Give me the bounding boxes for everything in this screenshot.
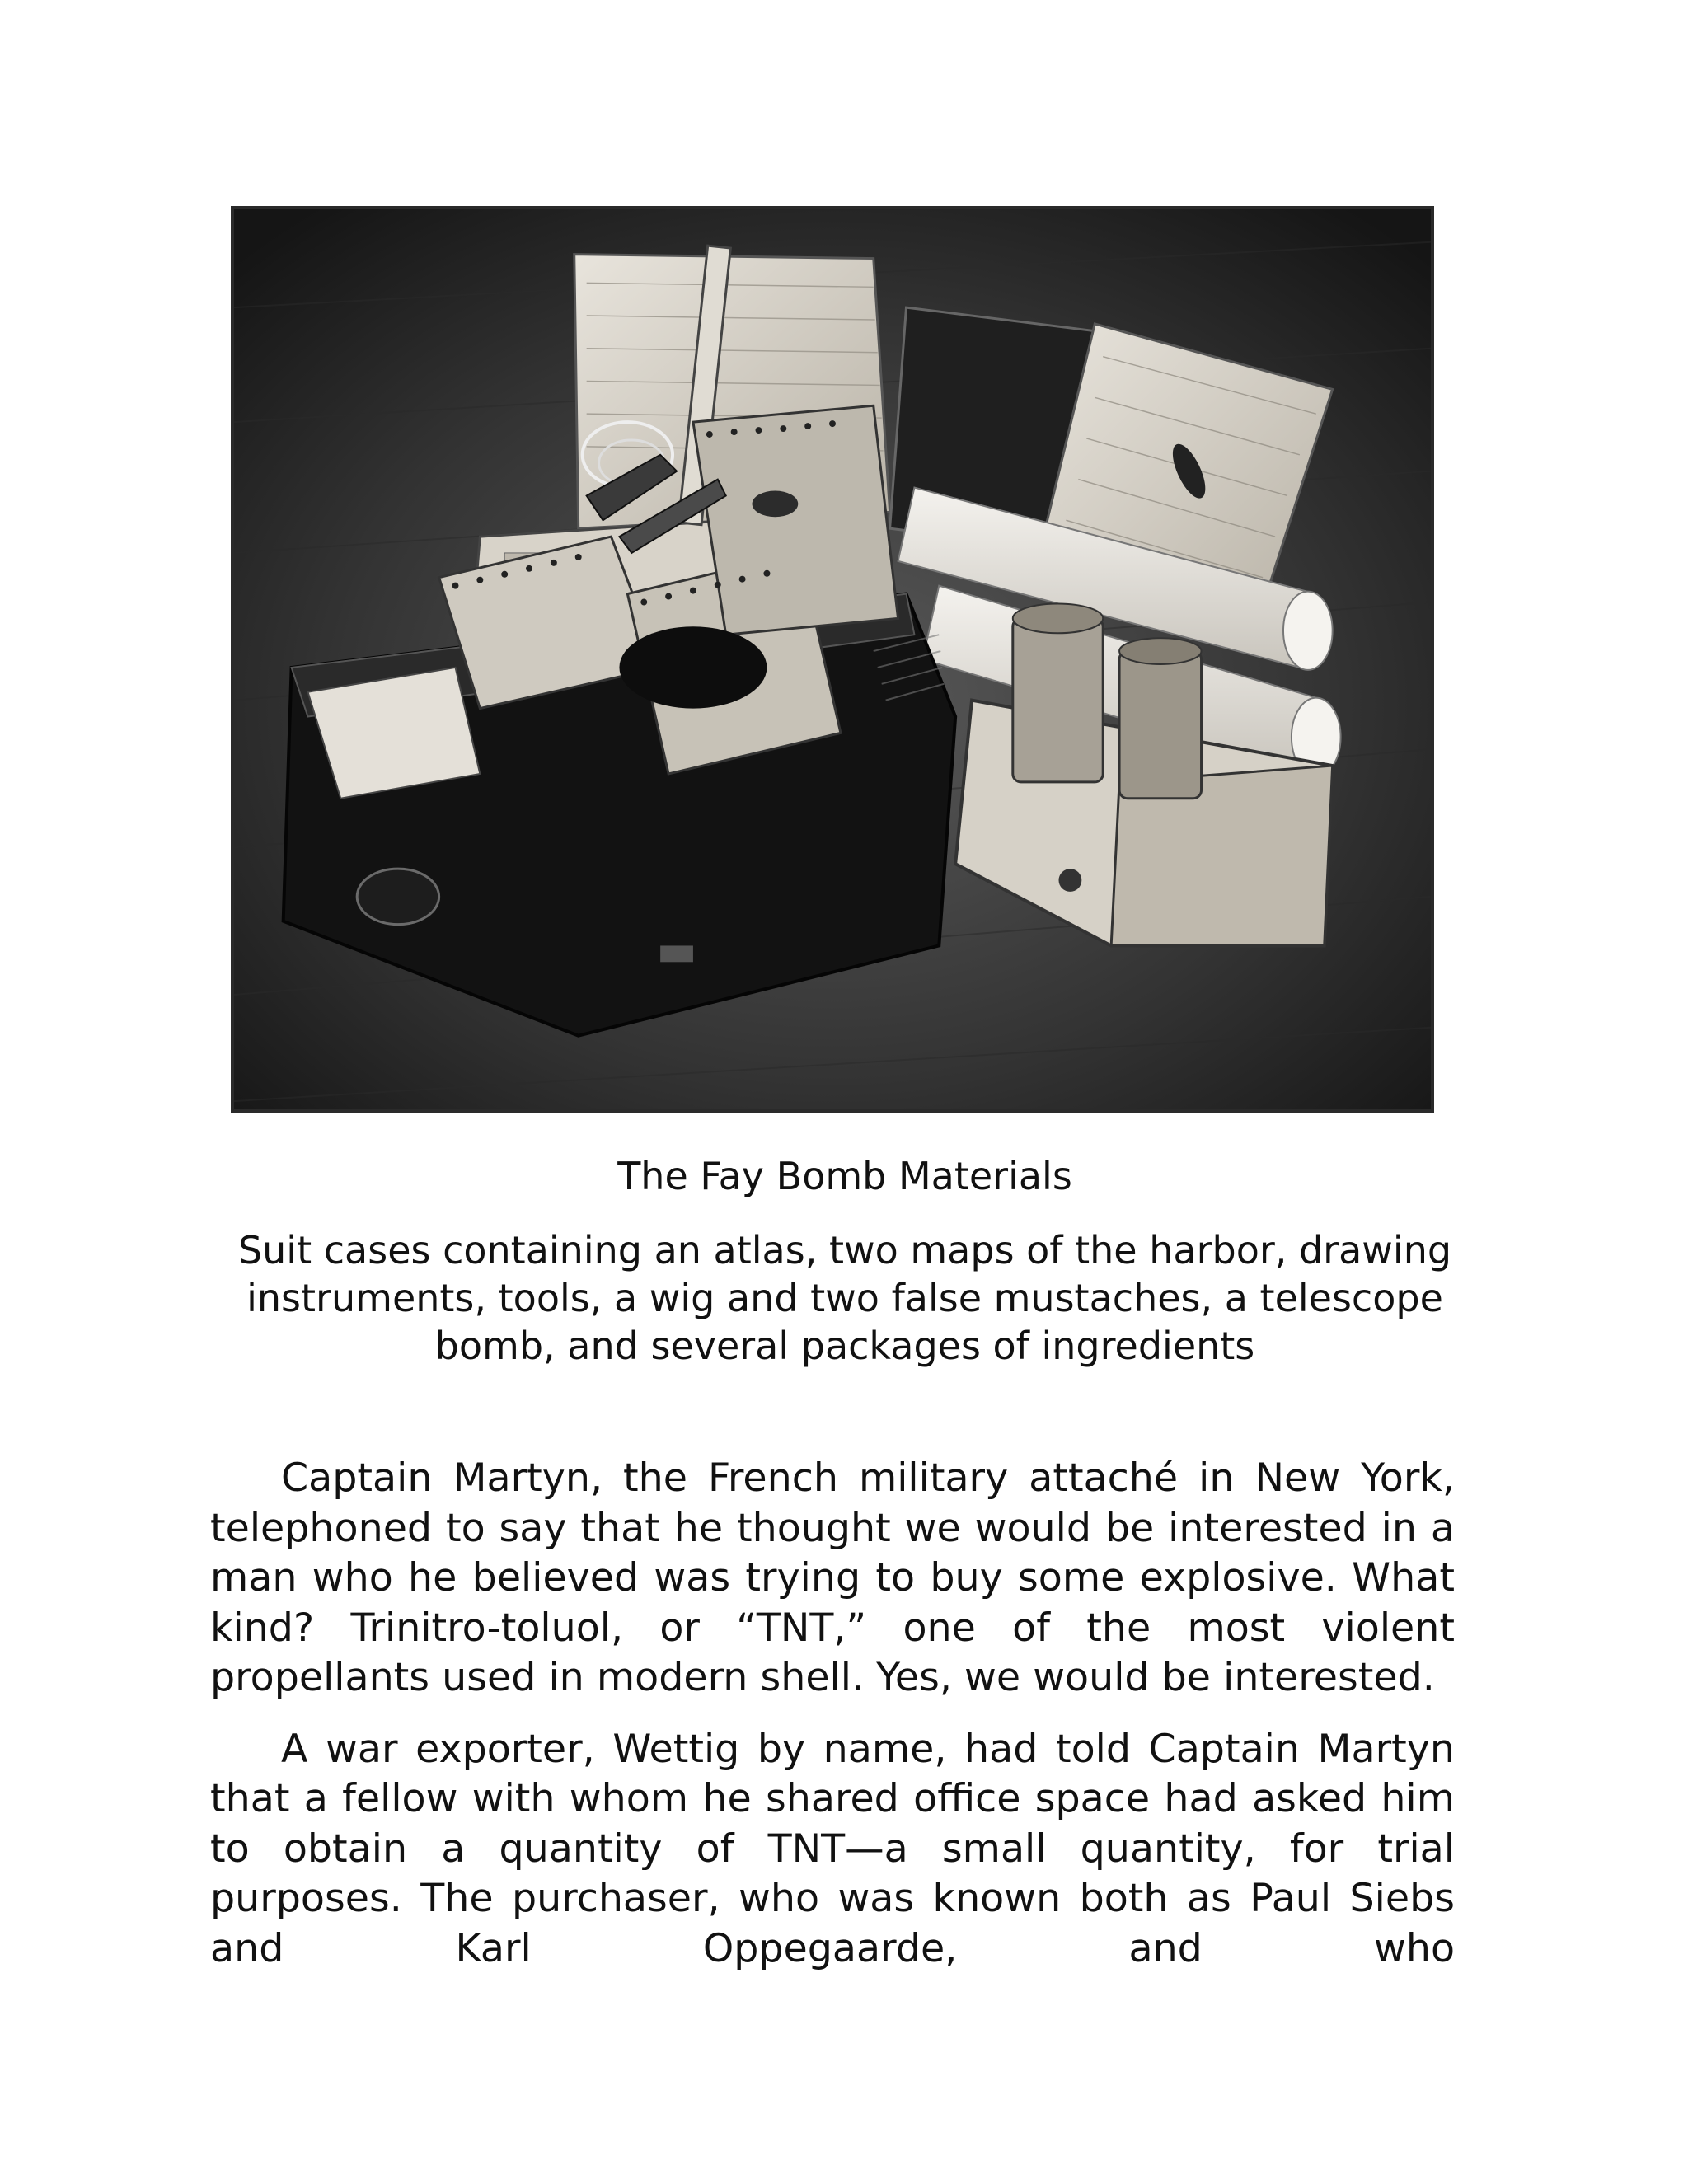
figure-caption-description: Suit cases containing an atlas, two maps of the harbor, drawing instruments, tools, a wig and two false mustaches, a telescope bomb, and several packages of ingredients [237, 1228, 1452, 1368]
photo-illustration [234, 209, 1431, 1109]
paragraph: A war exporter, Wettig by name, had told Captain Martyn that a fellow with whom he shared office space had asked him to obtain a quantity of TNT—a small quantity, for trial purposes. The purchaser, who was known both as Paul Siebs and Karl Oppegaarde, and who [210, 1726, 1455, 1971]
figure-caption-title: The Fay Bomb Materials [617, 1154, 1072, 1198]
body-text [210, 1454, 1455, 1995]
photograph-suitcases [231, 206, 1434, 1113]
paragraph: Captain Martyn, the French military attaché in New York, telephoned to say that he thought we would be interested in a man who he believed was trying to buy some explosive. What kind? Trinitro-toluol, or “TNT,” one of the most violent propellants used in modern shell. Yes, we would be interested. [210, 1455, 1455, 1700]
